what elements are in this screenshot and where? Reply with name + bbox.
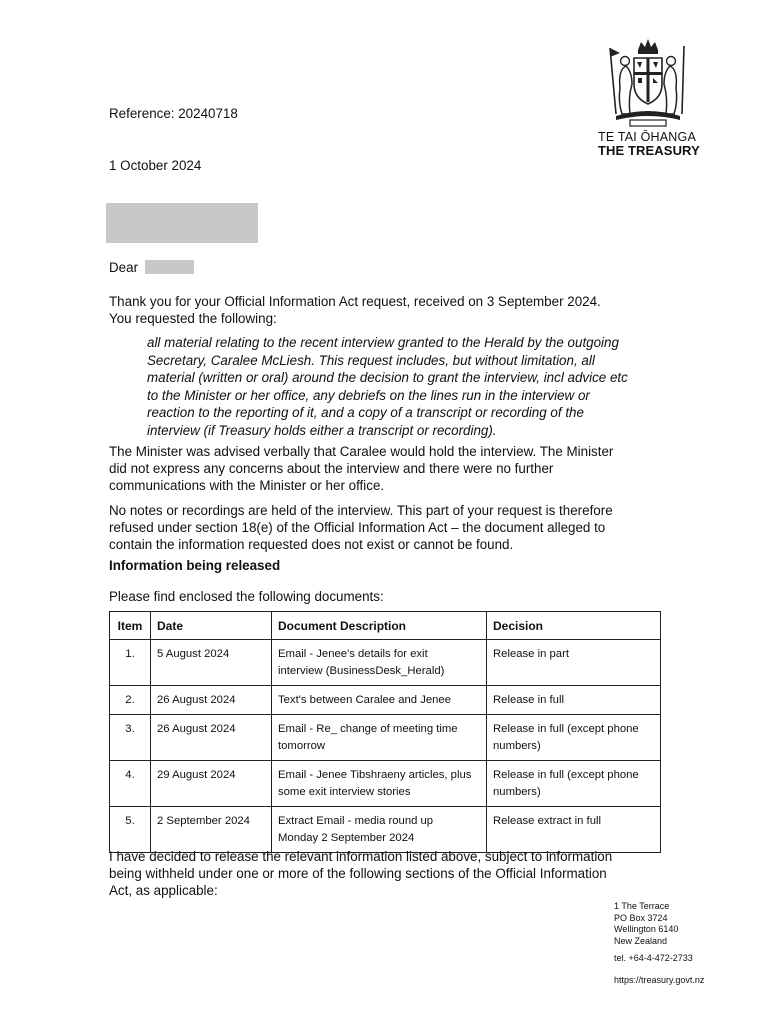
table-header-row xyxy=(110,612,661,640)
address-line: Wellington 6140 xyxy=(614,924,679,934)
phone-number: tel. +64-4-472-2733 xyxy=(614,953,693,963)
desc-line: Extract Email - media round up xyxy=(278,815,434,827)
address-line: PO Box 3724 xyxy=(614,912,668,923)
para-line: communications with the Minister or her office. xyxy=(109,478,385,493)
cell-decision xyxy=(487,640,661,686)
cell-date: 2 September 2024 xyxy=(151,807,272,853)
intro-line-1: Thank you for your Official Information Act request, received on 3 September 2024. xyxy=(109,294,601,309)
cell-date: 29 August 2024 xyxy=(151,761,272,807)
header-item: Item xyxy=(110,612,151,640)
website-link[interactable]: https://treasury.govt.nz xyxy=(614,974,705,985)
desc-line: interview (BusinessDesk_Herald) xyxy=(278,665,445,677)
enclosed-intro: Please find enclosed the following documents: xyxy=(109,589,384,604)
redacted-recipient-block xyxy=(106,203,258,243)
decision-line: Release in full (except phone xyxy=(493,723,639,735)
cell-decision xyxy=(487,686,661,715)
para-line: contain the information requested does not exist or cannot be found. xyxy=(109,537,514,552)
desc-line: Email - Re_ change of meeting time xyxy=(278,723,458,735)
decision-line: Release in part xyxy=(493,648,569,660)
cell-description xyxy=(272,686,487,715)
cell-item: 5. xyxy=(110,807,151,853)
table-row xyxy=(110,715,661,761)
cell-description xyxy=(272,715,487,761)
cell-item: 2. xyxy=(110,686,151,715)
cell-description xyxy=(272,761,487,807)
decision-line: numbers) xyxy=(493,740,541,752)
quote-line: Secretary, Caralee McLiesh. This request includes, but without limitation, all xyxy=(147,352,595,368)
org-english-name: THE TREASURY xyxy=(598,143,700,158)
desc-line: tomorrow xyxy=(278,740,326,752)
header-date: Date xyxy=(151,612,272,640)
coat-of-arms-icon xyxy=(596,36,700,132)
decision-line: numbers) xyxy=(493,786,541,798)
quote-line: reaction to the reporting of it, and a copy of a transcript or recording of the xyxy=(147,405,584,421)
letter-date: 1 October 2024 xyxy=(109,158,202,173)
decision-line: Release extract in full xyxy=(493,815,601,827)
para-line: did not express any concerns about the interview and there were no further xyxy=(109,461,554,476)
desc-line: Email - Jenee Tibshraeny articles, plus xyxy=(278,769,472,781)
para-line: being withheld under one or more of the following sections of the Official Information xyxy=(109,866,607,881)
header-description: Document Description xyxy=(272,612,487,640)
cell-item: 4. xyxy=(110,761,151,807)
desc-line: some exit interview stories xyxy=(278,786,411,798)
quote-line: all material relating to the recent interview granted to the Herald by the outgoing xyxy=(147,335,619,350)
salutation: Dear xyxy=(109,260,139,275)
table-row xyxy=(110,640,661,686)
cell-decision xyxy=(487,761,661,807)
section-heading: Information being released xyxy=(109,558,281,573)
paragraph-release xyxy=(109,848,612,899)
decision-line: Release in full xyxy=(493,694,564,706)
cell-decision xyxy=(487,715,661,761)
footer-address-block xyxy=(614,901,704,986)
paragraph-refusal xyxy=(109,502,613,553)
intro-line-2: You requested the following: xyxy=(109,311,277,326)
table-row xyxy=(110,761,661,807)
para-line: refused under section 18(e) of the Official Information Act – the document alleged to xyxy=(109,520,606,535)
cell-date: 5 August 2024 xyxy=(151,640,272,686)
cell-date: 26 August 2024 xyxy=(151,715,272,761)
request-quote xyxy=(147,334,667,440)
address-line: 1 The Terrace xyxy=(614,901,670,911)
cell-item: 1. xyxy=(110,640,151,686)
cell-description xyxy=(272,807,487,853)
reference: Reference: 20240718 xyxy=(109,106,238,121)
cell-decision xyxy=(487,807,661,853)
para-line: I have decided to release the relevant information listed above, subject to information xyxy=(109,849,613,864)
table-row xyxy=(110,686,661,715)
desc-line: Email - Jenee's details for exit xyxy=(278,648,428,660)
header-decision: Decision xyxy=(487,612,661,640)
table-row xyxy=(110,807,661,853)
para-line: Act, as applicable: xyxy=(109,883,218,898)
quote-line: to the Minister or her office, any debriefs on the lines run in the interview or xyxy=(147,387,590,403)
quote-line: material (written or oral) around the decision to grant the interview, incl advice etc xyxy=(147,370,628,386)
cell-item: 3. xyxy=(110,715,151,761)
cell-description xyxy=(272,640,487,686)
para-line: The Minister was advised verbally that Caralee would hold the interview. The Minister xyxy=(109,444,614,459)
desc-line: Text's between Caralee and Jenee xyxy=(278,694,451,706)
cell-date: 26 August 2024 xyxy=(151,686,272,715)
quote-line: interview (if Treasury holds either a transcript or recording). xyxy=(147,422,497,438)
redacted-name xyxy=(145,260,194,274)
desc-line: Monday 2 September 2024 xyxy=(278,832,415,844)
org-maori-name: TE TAI ŌHANGA xyxy=(598,130,696,144)
paragraph-minister xyxy=(109,443,613,494)
address-line: New Zealand xyxy=(614,935,668,946)
para-line: No notes or recordings are held of the interview. This part of your request is therefore xyxy=(109,503,613,518)
decision-line: Release in full (except phone xyxy=(493,769,639,781)
documents-table xyxy=(109,611,661,853)
